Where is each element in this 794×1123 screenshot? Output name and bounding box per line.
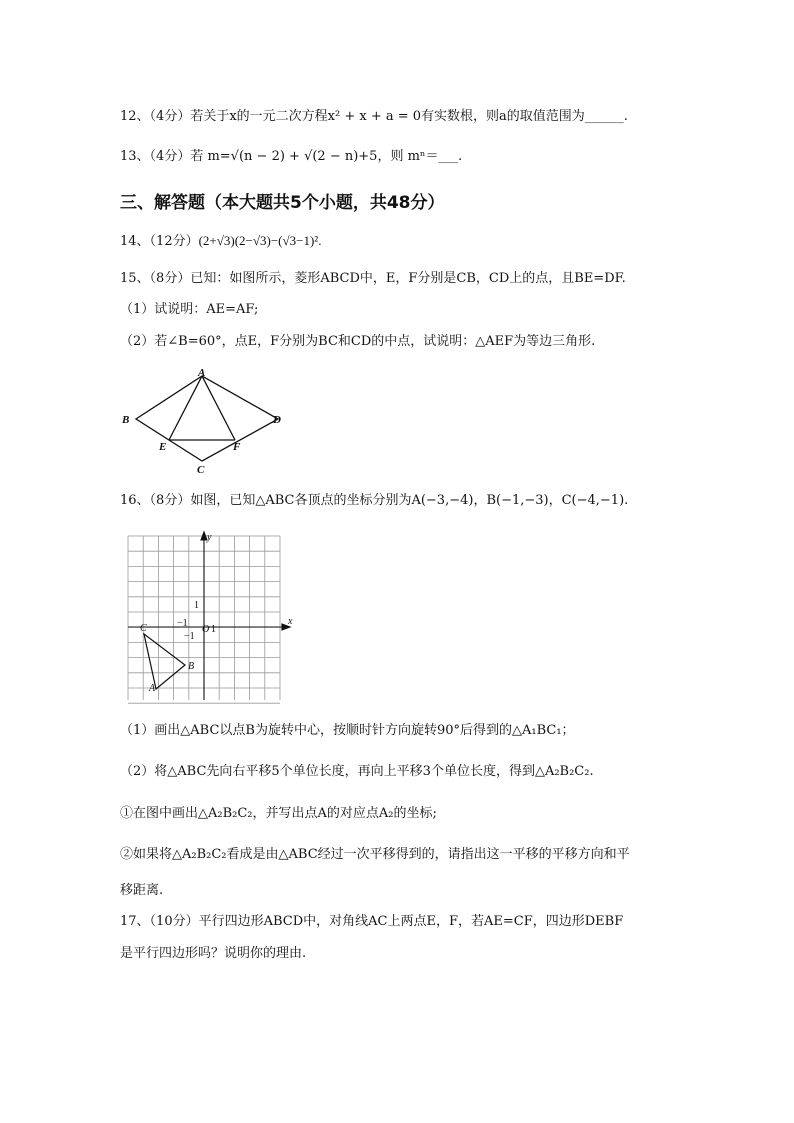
question-number: 15、（8分）: [120, 271, 191, 286]
point-label-a: A: [149, 683, 156, 694]
section-title: 三、解答题（本大题共5个小题，共48分）: [120, 193, 445, 213]
question-text: 已知：如图所示，菱形ABCD中，E，F分别是CB，CD上的点，且BE=DF.: [190, 271, 626, 286]
question-17: [120, 913, 623, 931]
question-12: [120, 108, 628, 126]
question-text: 若关于x的一元二次方程x² + x + a = 0有实数根，则a的取值范围为______.: [190, 109, 628, 124]
question-16: [120, 492, 628, 510]
question-16-part-2: （2）将△ABC先向右平移5个单位长度，再向上平移3个单位长度，得到△A₂B₂C₂.: [120, 764, 594, 779]
label-d: D: [273, 414, 281, 426]
question-13: [120, 148, 462, 166]
label-b: B: [122, 414, 130, 426]
question-text: 如图，已知△ABC各顶点的坐标分别为A(−3,−4)，B(−1,−3)，C(−4,−1).: [190, 493, 629, 508]
origin-label: O: [202, 624, 210, 635]
question-15: [120, 270, 626, 288]
question-number: 17、（10分）: [120, 914, 199, 929]
label-e: E: [159, 441, 167, 453]
question-15-part-1: （1）试说明：AE=AF;: [120, 302, 259, 317]
question-number: 16、（8分）: [120, 493, 191, 508]
question-14: [120, 232, 321, 251]
question-text: 若 m=√(n − 2) + √(2 − n)+5，则 mⁿ＝___.: [190, 149, 463, 164]
question-text: (2+√3)(2−√3)−(√3−1)².: [198, 233, 322, 248]
label-c: C: [197, 464, 205, 476]
question-16-sub-2: ②如果将△A₂B₂C₂看成是由△ABC经过一次平移得到的，请指出这一平移的平移方向和平: [120, 847, 630, 862]
question-number: 12、（4分）: [120, 109, 191, 124]
question-16-sub-2-continued: 移距离.: [120, 883, 164, 898]
axis-label-y: y: [207, 532, 212, 543]
question-17-continued: 是平行四边形吗？说明你的理由.: [120, 946, 307, 961]
tick-label-neg1-y: −1: [184, 631, 195, 642]
question-text: 平行四边形ABCD中，对角线AC上两点E，F，若AE=CF，四边形DEBF: [198, 914, 624, 929]
label-f: F: [233, 441, 241, 453]
tick-label-1-x: 1: [211, 624, 216, 635]
tick-label-1-y: 1: [194, 600, 199, 611]
question-15-part-2: （2）若∠B=60°，点E，F分别为BC和CD的中点，试说明：△AEF为等边三角形.: [120, 334, 596, 349]
question-16-part-1: （1）画出△ABC以点B为旋转中心，按顺时针方向旋转90°后得到的△A₁BC₁；: [120, 723, 575, 738]
rhombus-figure: [118, 366, 298, 476]
question-16-sub-1: ①在图中画出△A₂B₂C₂，并写出点A的对应点A₂的坐标;: [120, 806, 437, 821]
question-number: 14、（12分）: [120, 234, 199, 249]
point-label-c: C: [140, 623, 147, 634]
question-number: 13、（4分）: [120, 149, 191, 164]
rhombus-abcd: [136, 376, 278, 461]
point-label-b: B: [188, 661, 195, 672]
tick-label-neg1-x: −1: [177, 618, 188, 629]
coordinate-grid-figure: [122, 528, 302, 706]
label-a: A: [198, 367, 206, 379]
segment-ae: [169, 376, 202, 440]
axis-label-x: x: [288, 616, 293, 627]
